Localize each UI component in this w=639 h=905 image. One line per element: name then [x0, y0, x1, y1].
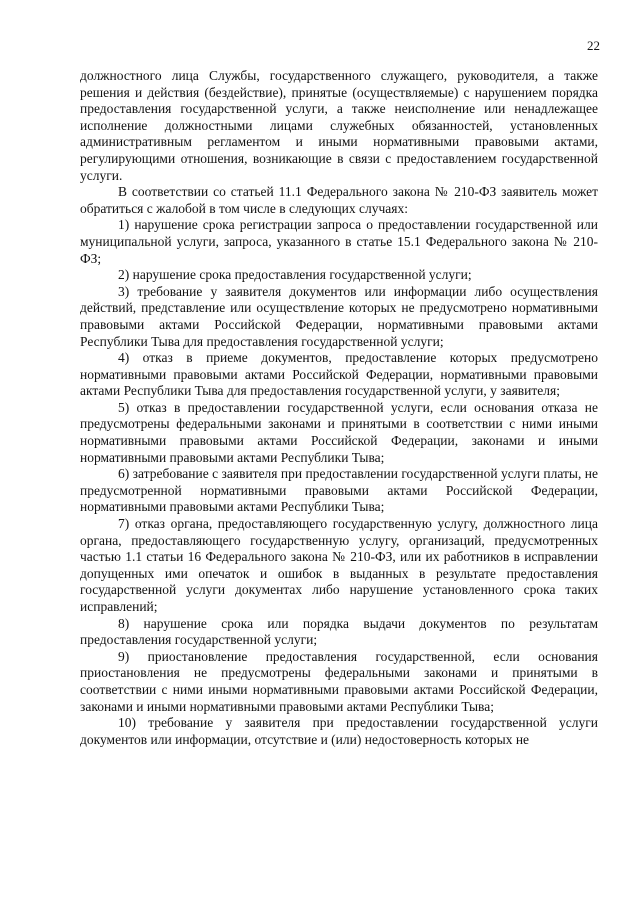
paragraph-intro: В соответствии со статьей 11.1 Федерального закона № 210-ФЗ заявитель может обратиться с жалобой в том числе в следующих случаях:: [80, 184, 598, 216]
list-item-8: 8) нарушение срока или порядка выдачи документов по результатам предоставления государственной услуги;: [80, 615, 598, 648]
paragraph-continuation: должностного лица Службы, государственного служащего, руководителя, а также решения и действия (бездействие), принятые (осуществляемые) с нарушением порядка предоставления государственной услуги, а также неисполнение или ненадлежащее исполнение должностными лицами служебных обязанностей, установленных административным регламентом и иными нормативными правовыми актами, регулирующими отношения, возникающие в связи с предоставлением государственной услуги.: [80, 68, 598, 183]
document-body: [80, 68, 598, 748]
page-number: 22: [587, 38, 600, 53]
list-item-3: 3) требование у заявителя документов или информации либо осуществления действий, представление или осуществление которых не предусмотрено нормативными правовыми актами Российской Федерации, нормативными правовыми актами Республики Тыва для предоставления государственной услуги;: [80, 283, 598, 349]
list-item-9: 9) приостановление предоставления государственной, если основания приостановления не предусмотрены федеральными законами и принятыми в соответствии с ними иными нормативными правовыми актами Российской Федерации, законами и иными нормативными правовыми актами Республики Тыва;: [80, 648, 598, 714]
list-item-1: 1) нарушение срока регистрации запроса о предоставлении государственной или муниципальной услуги, запроса, указанного в статье 15.1 Федерального закона № 210-ФЗ;: [80, 217, 598, 266]
list-item-5: 5) отказ в предоставлении государственной услуги, если основания отказа не предусмотрены федеральными законами и принятыми в соответствии с ними иными нормативными правовыми актами Российской Федерации, законами и иными нормативными правовыми актами Республики Тыва;: [80, 399, 598, 465]
list-item-7: 7) отказ органа, предоставляющего государственную услугу, должностного лица органа, предоставляющего государственную услугу, организаций, предусмотренных частью 1.1 статьи 16 Федерального закона № 210-ФЗ, или их работников в исправлении допущенных ими опечаток и ошибок в выданных в результате предоставления государственной услуги документах либо нарушение установленного срока таких исправлений;: [80, 516, 598, 614]
list-item-2: 2) нарушение срока предоставления государственной услуги;: [118, 267, 472, 283]
list-item-10: 10) требование у заявителя при предоставлении государственной услуги документов или информации, отсутствие и (или) недостоверность которых не: [80, 715, 598, 747]
list-item-4: 4) отказ в приеме документов, предоставление которых предусмотрено нормативными правовыми актами Российской Федерации, нормативными правовыми актами Республики Тыва для предоставления государственной услуги, у заявителя;: [80, 350, 598, 399]
list-item-6: 6) затребование с заявителя при предоставлении государственной услуги платы, не предусмотренной нормативными правовыми актами Российской Федерации, нормативными правовыми актами Республики Тыва;: [80, 466, 598, 515]
